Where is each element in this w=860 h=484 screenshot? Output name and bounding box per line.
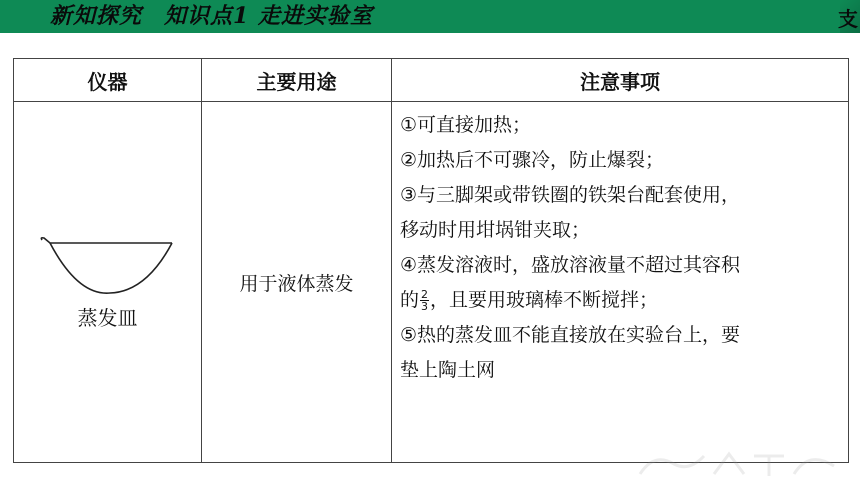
fraction-numerator: 2: [421, 288, 429, 301]
notes-cell: [392, 102, 849, 463]
section-label: 新知探究: [50, 3, 143, 29]
topic-label: 知识点1 走进实验室: [164, 3, 373, 29]
note-line: ④蒸发溶液时，盛放溶液量不超过其容积: [400, 254, 741, 276]
header-corner-decoration: [840, 0, 860, 33]
note-text: ，且要用玻璃棒不断搅拌；: [430, 289, 659, 311]
page-title: [50, 1, 373, 31]
note-line: 垫上陶土网: [400, 359, 496, 381]
instrument-cell: [14, 102, 202, 463]
header-notes: 注意事项: [392, 59, 849, 102]
note-line: ①可直接加热；: [400, 114, 532, 136]
header-bar: [0, 0, 860, 33]
evaporating-dish-icon: [38, 234, 178, 296]
note-line: 移动时用坩埚钳夹取；: [400, 219, 591, 241]
table-header-row: [14, 59, 849, 102]
corner-logo: 支: [838, 7, 858, 31]
instrument-name: 蒸发皿: [77, 305, 138, 330]
usage-cell: 用于液体蒸发: [202, 102, 392, 463]
note-line-fraction: [400, 283, 842, 318]
fraction-two-thirds: [420, 289, 429, 312]
note-text: 的: [400, 289, 420, 311]
watermark-logo: [634, 446, 844, 480]
header-instrument: 仪器: [14, 59, 202, 102]
instrument-table: [13, 58, 849, 463]
note-line: ③与三脚架或带铁圈的铁架台配套使用，: [400, 184, 741, 206]
instrument-figure: [15, 234, 200, 331]
note-line: ⑤热的蒸发皿不能直接放在实验台上，要: [400, 324, 741, 346]
note-line: ②加热后不可骤冷，防止爆裂；: [400, 149, 665, 171]
header-usage: 主要用途: [202, 59, 392, 102]
table-row: [14, 102, 849, 463]
fraction-denominator: 3: [421, 300, 429, 313]
